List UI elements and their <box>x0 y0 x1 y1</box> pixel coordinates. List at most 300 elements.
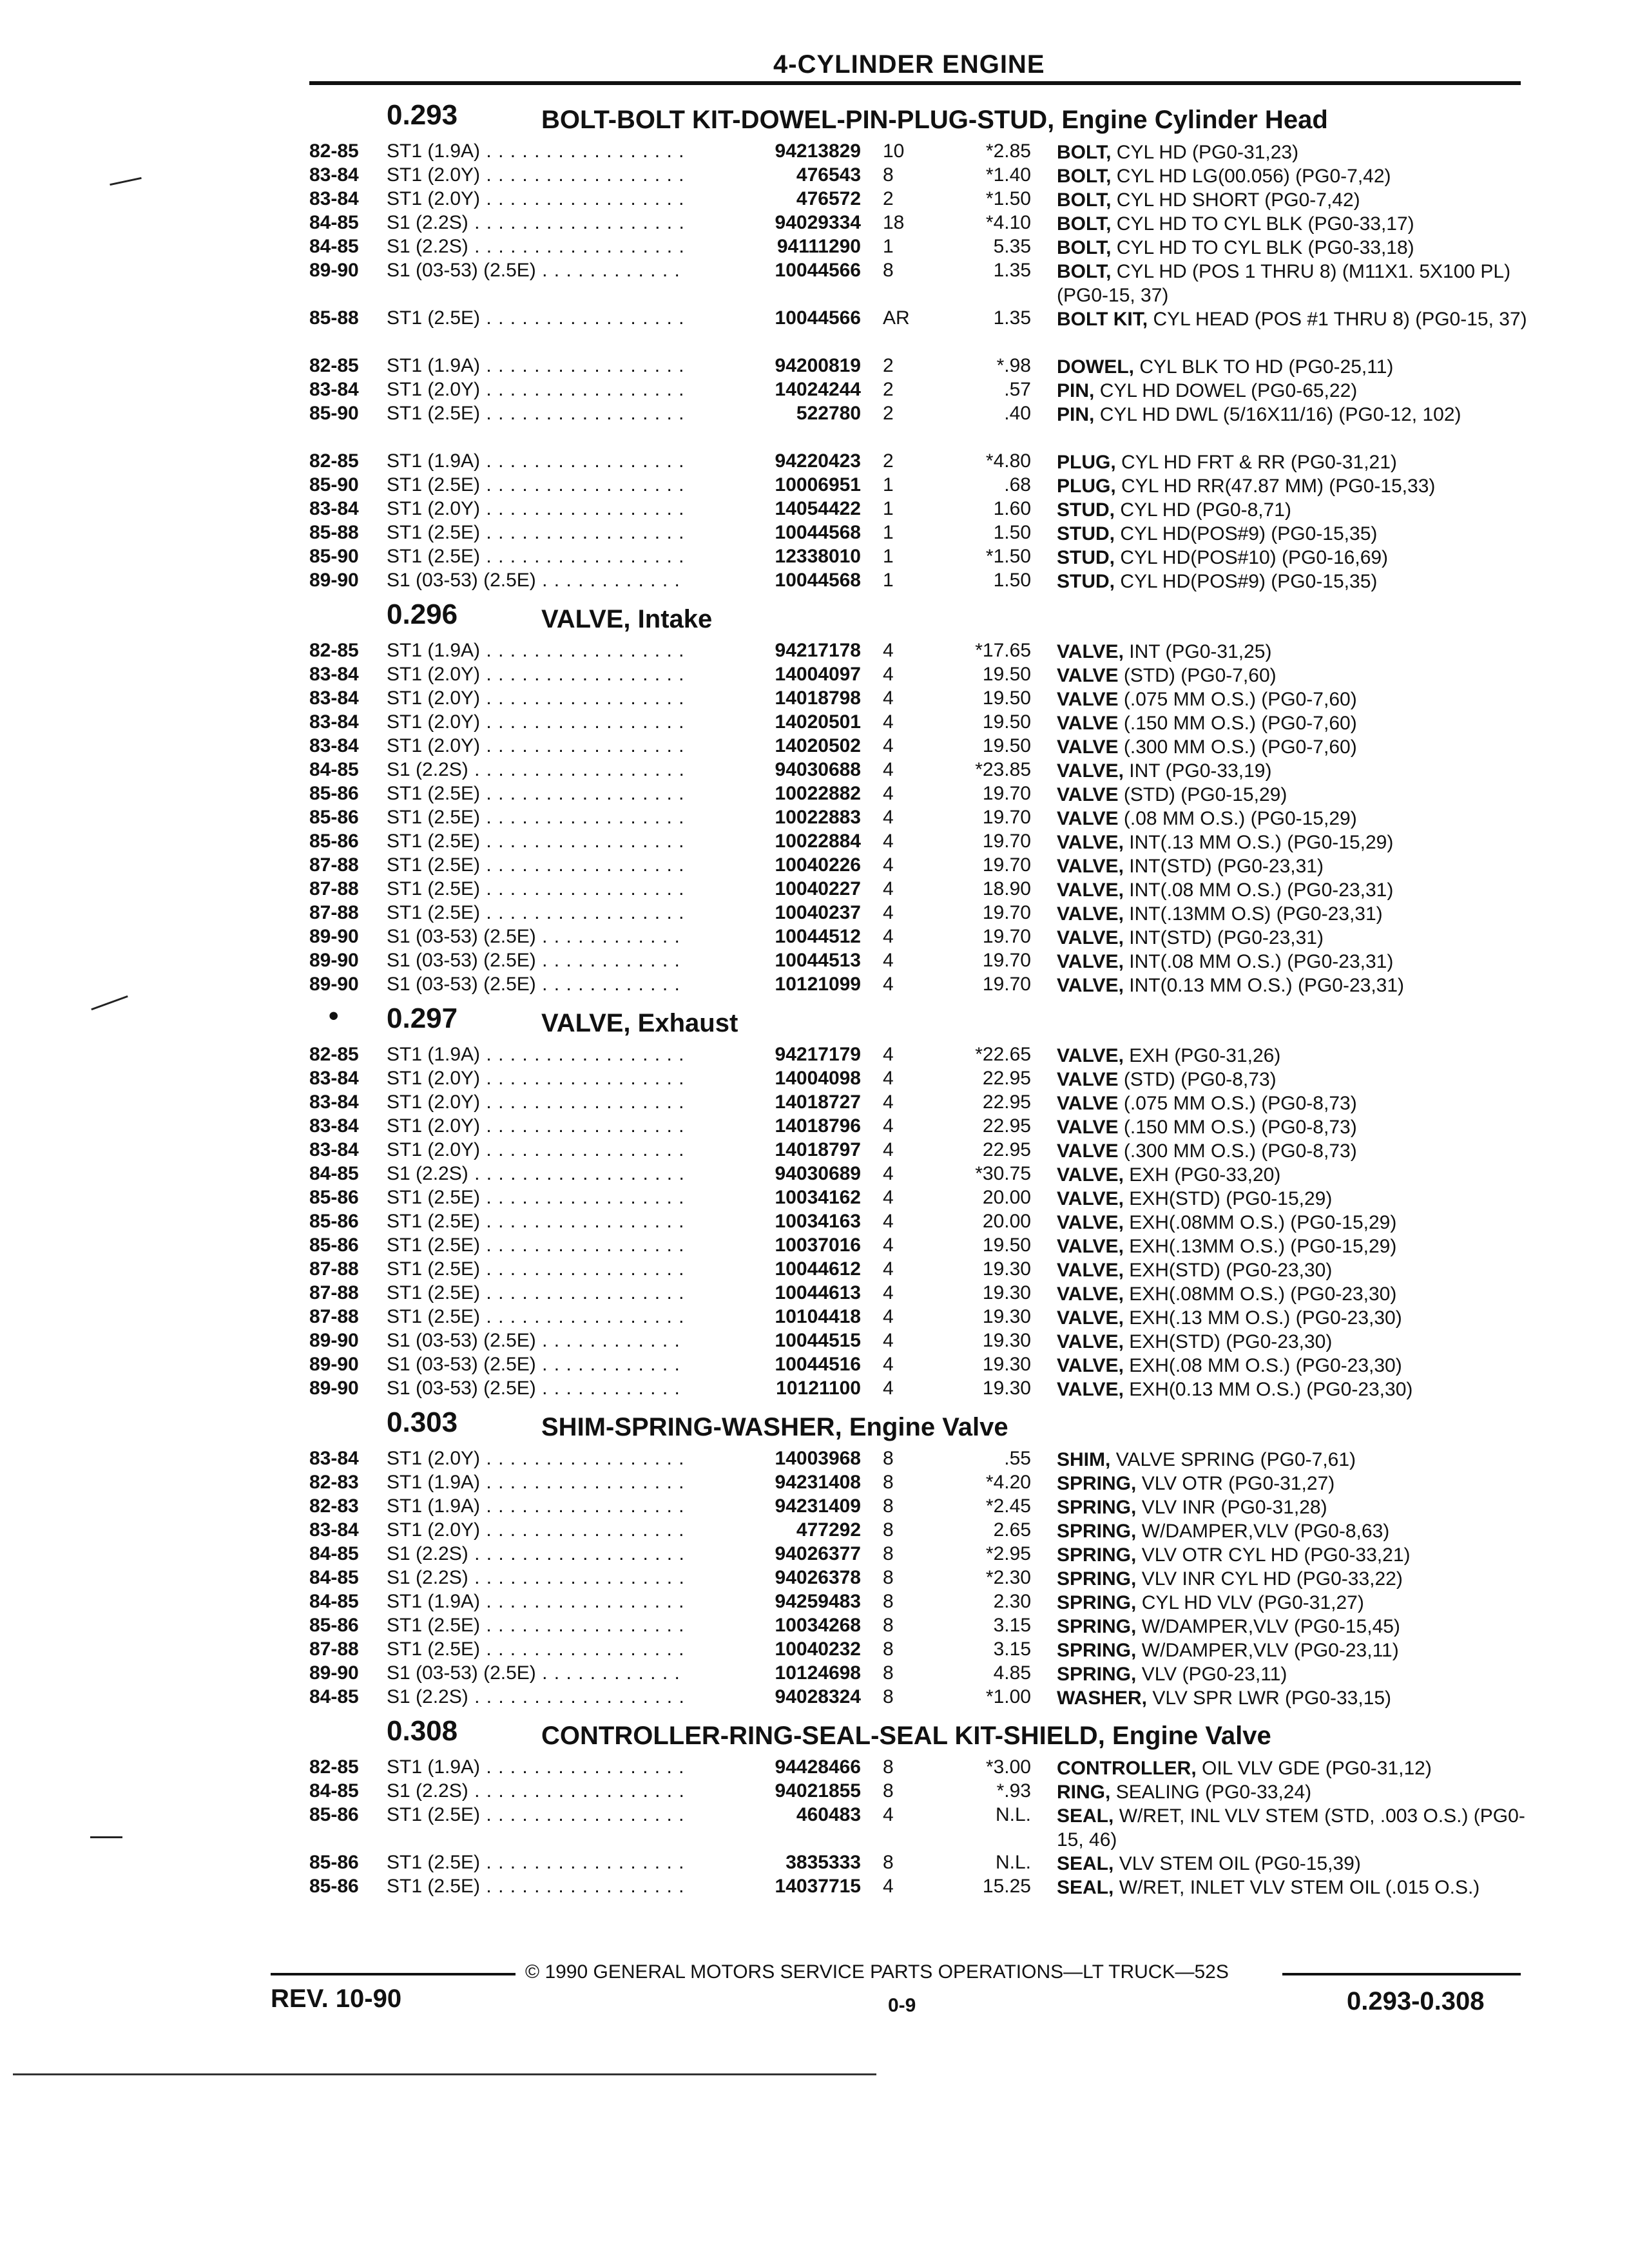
part-description <box>1057 1354 1534 1378</box>
model-years: 85-86 <box>309 831 359 852</box>
quantity: 4 <box>883 1187 894 1208</box>
part-detail: (.075 MM O.S.) (PG0-7,60) <box>1123 689 1357 710</box>
quantity: 10 <box>883 140 905 162</box>
engine-code: S1 (03-53) (2.5E) . . . <box>387 260 709 282</box>
engine-code: S1 (2.2S) . . . <box>387 759 709 781</box>
part-name: PIN, <box>1057 380 1095 401</box>
part-number: 10044612 <box>683 1258 861 1280</box>
catalog-row <box>284 640 1534 664</box>
quantity: 18 <box>883 212 905 233</box>
part-detail: (.150 MM O.S.) (PG0-7,60) <box>1123 713 1357 734</box>
catalog-row <box>284 379 1534 403</box>
quantity: 4 <box>883 926 894 947</box>
catalog-row <box>284 212 1534 236</box>
part-description <box>1057 1378 1534 1401</box>
price: 19.30 <box>982 1282 1031 1303</box>
part-name: VALVE, <box>1057 1236 1124 1257</box>
price: 19.50 <box>982 735 1031 756</box>
part-name: PLUG, <box>1057 452 1116 473</box>
section-title <box>541 1722 1271 1751</box>
part-detail: VLV OTR (PG0-31,27) <box>1141 1473 1335 1494</box>
price: 19.70 <box>982 974 1031 995</box>
model-years: 87-88 <box>309 902 359 923</box>
price: *2.85 <box>985 140 1031 162</box>
price: 19.70 <box>982 807 1031 828</box>
part-name: VALVE, <box>1057 1164 1124 1186</box>
price: *2.30 <box>985 1567 1031 1588</box>
part-detail: INT (PG0-33,19) <box>1129 760 1272 782</box>
price: 2.30 <box>993 1591 1031 1612</box>
quantity: 4 <box>883 783 894 804</box>
margin-mark <box>90 1836 122 1838</box>
part-description <box>1057 759 1534 783</box>
catalog-row <box>284 450 1534 474</box>
engine-code: ST1 (2.5E) . . . <box>387 474 709 496</box>
price: *1.40 <box>985 164 1031 186</box>
quantity: 1 <box>883 546 894 567</box>
catalog-row <box>284 1756 1534 1780</box>
catalog-row <box>284 1139 1534 1163</box>
catalog-row <box>284 1163 1534 1187</box>
catalog-row <box>284 1448 1534 1472</box>
model-years: 83-84 <box>309 687 359 709</box>
part-name: STUD, <box>1057 571 1115 592</box>
price: 19.70 <box>982 831 1031 852</box>
part-number: 14003968 <box>683 1448 861 1470</box>
catalog-row <box>284 831 1534 854</box>
model-years: 83-84 <box>309 188 359 209</box>
part-name: SPRING, <box>1057 1568 1137 1590</box>
footer-rule <box>271 1973 516 1975</box>
engine-code: ST1 (2.5E) . . . <box>387 807 709 829</box>
part-number: 10022882 <box>683 783 861 805</box>
model-years: 85-86 <box>309 807 359 828</box>
part-description <box>1057 379 1534 403</box>
quantity: 8 <box>883 1639 894 1660</box>
price: *3.00 <box>985 1756 1031 1778</box>
part-name: VALVE, <box>1057 1331 1124 1352</box>
catalog-row <box>284 664 1534 687</box>
engine-code: ST1 (2.5E) . . . <box>387 1235 709 1256</box>
price: .68 <box>1004 474 1031 495</box>
section-code: 0.296 <box>387 599 458 630</box>
catalog-row <box>284 260 1534 307</box>
model-years: 83-84 <box>309 735 359 756</box>
quantity: 4 <box>883 807 894 828</box>
quantity: 4 <box>883 1330 894 1351</box>
part-name: VALVE, <box>1057 1379 1124 1400</box>
catalog-row <box>284 1686 1534 1710</box>
part-description <box>1057 1876 1534 1899</box>
model-years: 85-86 <box>309 1187 359 1208</box>
part-name: VALVE, <box>1057 951 1124 972</box>
catalog-row <box>284 1068 1534 1091</box>
part-detail: INT(.08 MM O.S.) (PG0-23,31) <box>1129 951 1394 972</box>
engine-code: ST1 (1.9A) . . . <box>387 1472 709 1494</box>
part-detail: CYL HD(POS#9) (PG0-15,35) <box>1120 571 1378 592</box>
model-years: 83-84 <box>309 1068 359 1089</box>
price: 19.30 <box>982 1354 1031 1375</box>
part-name: VALVE, <box>1057 1212 1124 1233</box>
quantity: 2 <box>883 403 894 424</box>
part-name: VALVE, <box>1057 856 1124 877</box>
engine-code: ST1 (2.0Y) . . . <box>387 379 709 401</box>
part-name: VALVE, <box>1057 975 1124 996</box>
part-description <box>1057 687 1534 711</box>
part-number: 10022883 <box>683 807 861 829</box>
part-detail: CYL HD(POS#9) (PG0-15,35) <box>1120 523 1378 544</box>
section-code: 0.293 <box>387 99 458 131</box>
model-years: 87-88 <box>309 1306 359 1327</box>
part-detail: VALVE SPRING (PG0-7,61) <box>1115 1449 1356 1470</box>
part-number: 10044568 <box>683 570 861 591</box>
part-name: VALVE <box>1057 665 1119 686</box>
part-number: 94029334 <box>683 212 861 234</box>
engine-code: S1 (2.2S) . . . <box>387 1163 709 1185</box>
engine-code: ST1 (2.0Y) . . . <box>387 735 709 757</box>
part-number: 476543 <box>683 164 861 186</box>
engine-code: ST1 (2.0Y) . . . <box>387 664 709 686</box>
section-title-main: VALVE, <box>541 605 631 633</box>
part-number: 94231409 <box>683 1495 861 1517</box>
section-header <box>284 1401 1534 1448</box>
part-detail: (.08 MM O.S.) (PG0-15,29) <box>1123 808 1357 829</box>
part-detail: EXH(STD) (PG0-23,30) <box>1129 1260 1333 1281</box>
price: 19.50 <box>982 687 1031 709</box>
price: .40 <box>1004 403 1031 424</box>
part-description <box>1057 236 1534 260</box>
engine-code: ST1 (1.9A) . . . <box>387 450 709 472</box>
quantity: 4 <box>883 664 894 685</box>
part-number: 94030688 <box>683 759 861 781</box>
model-years: 89-90 <box>309 260 359 281</box>
part-name: RING, <box>1057 1782 1111 1803</box>
part-name: VALVE, <box>1057 927 1124 948</box>
part-name: BOLT KIT, <box>1057 309 1148 330</box>
catalog-row <box>284 1662 1534 1686</box>
price: 19.50 <box>982 1235 1031 1256</box>
part-name: SPRING, <box>1057 1497 1137 1518</box>
price: 19.30 <box>982 1258 1031 1280</box>
quantity: 4 <box>883 1282 894 1303</box>
part-detail: INT(STD) (PG0-23,31) <box>1129 927 1324 948</box>
part-number: 94111290 <box>683 236 861 258</box>
part-detail: CYL HD SHORT (PG0-7,42) <box>1116 189 1360 211</box>
quantity: 4 <box>883 759 894 780</box>
catalog-row <box>284 1211 1534 1235</box>
model-years: 84-85 <box>309 1591 359 1612</box>
engine-code: ST1 (1.9A) . . . <box>387 640 709 662</box>
part-description <box>1057 1139 1534 1163</box>
engine-code: S1 (03-53) (2.5E) . . . <box>387 974 709 995</box>
quantity: 4 <box>883 1378 894 1399</box>
model-years: 83-84 <box>309 379 359 400</box>
part-detail: CYL HD DOWEL (PG0-65,22) <box>1099 380 1358 401</box>
part-description <box>1057 926 1534 950</box>
part-name: BOLT, <box>1057 237 1112 258</box>
part-description <box>1057 188 1534 212</box>
part-name: SPRING, <box>1057 1473 1137 1494</box>
part-detail: W/RET, INLET VLV STEM OIL (.015 O.S.) <box>1119 1877 1480 1898</box>
part-detail: W/DAMPER,VLV (PG0-23,11) <box>1141 1640 1399 1661</box>
quantity: 8 <box>883 1448 894 1469</box>
catalog-row <box>284 926 1534 950</box>
model-years: 84-85 <box>309 1780 359 1802</box>
part-detail: CYL HD VLV (PG0-31,27) <box>1141 1592 1364 1613</box>
model-years: 83-84 <box>309 1448 359 1469</box>
part-number: 10040237 <box>683 902 861 924</box>
part-detail: CYL HD LG(00.056) (PG0-7,42) <box>1116 166 1391 187</box>
part-number: 10034163 <box>683 1211 861 1233</box>
price: *2.95 <box>985 1543 1031 1564</box>
part-detail: VLV SPR LWR (PG0-33,15) <box>1152 1687 1392 1709</box>
part-description <box>1057 307 1534 331</box>
part-description <box>1057 1235 1534 1258</box>
price: *4.20 <box>985 1472 1031 1493</box>
quantity: 4 <box>883 1091 894 1113</box>
catalog-row <box>284 1258 1534 1282</box>
quantity: 2 <box>883 355 894 376</box>
quantity: 8 <box>883 1756 894 1778</box>
price: 3.15 <box>993 1615 1031 1636</box>
part-number: 477292 <box>683 1519 861 1541</box>
part-detail: (STD) (PG0-8,73) <box>1123 1069 1277 1090</box>
engine-code: S1 (03-53) (2.5E) . . . <box>387 570 709 591</box>
part-description <box>1057 1211 1534 1235</box>
part-number: 10044513 <box>683 950 861 972</box>
section-title-qualifier: Engine Valve <box>1112 1722 1271 1750</box>
part-description <box>1057 1662 1534 1686</box>
catalog-row <box>284 164 1534 188</box>
model-years: 87-88 <box>309 1639 359 1660</box>
part-detail: (.150 MM O.S.) (PG0-8,73) <box>1123 1117 1357 1138</box>
section-bullet: • <box>329 1000 339 1032</box>
quantity: 4 <box>883 1804 894 1825</box>
model-years: 85-86 <box>309 1804 359 1825</box>
margin-mark <box>110 177 142 186</box>
model-years: 85-88 <box>309 307 359 329</box>
part-name: VALVE, <box>1057 1283 1124 1305</box>
part-name: VALVE <box>1057 1093 1119 1114</box>
part-number: 10040227 <box>683 878 861 900</box>
part-number: 460483 <box>683 1804 861 1826</box>
price: 2.65 <box>993 1519 1031 1541</box>
catalog-row <box>284 878 1534 902</box>
part-detail: INT(STD) (PG0-23,31) <box>1129 856 1324 877</box>
section-header <box>284 94 1534 140</box>
model-years: 84-85 <box>309 236 359 257</box>
price: *1.50 <box>985 188 1031 209</box>
quantity: 1 <box>883 522 894 543</box>
quantity: 2 <box>883 188 894 209</box>
part-detail: VLV INR (PG0-31,28) <box>1141 1497 1327 1518</box>
engine-code: S1 (03-53) (2.5E) . . . <box>387 926 709 948</box>
part-detail: CYL HD TO CYL BLK (PG0-33,17) <box>1116 213 1414 235</box>
part-name: VALVE, <box>1057 1045 1124 1066</box>
part-name: SEAL, <box>1057 1853 1114 1874</box>
quantity: 8 <box>883 1852 894 1873</box>
section-title <box>541 605 712 634</box>
part-detail: (.300 MM O.S.) (PG0-7,60) <box>1123 736 1357 758</box>
part-description <box>1057 1495 1534 1519</box>
part-number: 10022884 <box>683 831 861 852</box>
engine-code: ST1 (2.5E) . . . <box>387 522 709 544</box>
part-description <box>1057 1330 1534 1354</box>
part-number: 94220423 <box>683 450 861 472</box>
part-name: BOLT, <box>1057 166 1112 187</box>
part-number: 14018727 <box>683 1091 861 1113</box>
part-number: 10104418 <box>683 1306 861 1328</box>
catalog-row <box>284 1378 1534 1401</box>
model-years: 83-84 <box>309 664 359 685</box>
catalog-row <box>284 1235 1534 1258</box>
part-description <box>1057 522 1534 546</box>
part-description <box>1057 1780 1534 1804</box>
quantity: 4 <box>883 1354 894 1375</box>
part-number: 10044512 <box>683 926 861 948</box>
part-name: BOLT, <box>1057 213 1112 235</box>
quantity: 8 <box>883 1662 894 1684</box>
catalog-row <box>284 1187 1534 1211</box>
model-years: 83-84 <box>309 164 359 186</box>
price: 22.95 <box>982 1068 1031 1089</box>
quantity: 8 <box>883 1567 894 1588</box>
price: *1.50 <box>985 546 1031 567</box>
engine-code: ST1 (2.5E) . . . <box>387 546 709 568</box>
price: *17.65 <box>975 640 1031 661</box>
model-years: 85-90 <box>309 546 359 567</box>
engine-code: ST1 (1.9A) . . . <box>387 355 709 377</box>
part-name: DOWEL, <box>1057 356 1134 378</box>
part-name: VALVE <box>1057 736 1119 758</box>
model-years: 82-85 <box>309 140 359 162</box>
catalog-row <box>284 1567 1534 1591</box>
part-description <box>1057 546 1534 570</box>
part-name: VALVE, <box>1057 1355 1124 1376</box>
catalog-row <box>284 687 1534 711</box>
part-name: SPRING, <box>1057 1664 1137 1685</box>
part-name: STUD, <box>1057 499 1115 521</box>
model-years: 82-85 <box>309 450 359 472</box>
model-years: 83-84 <box>309 1139 359 1160</box>
part-name: VALVE, <box>1057 1307 1124 1329</box>
quantity: 4 <box>883 1139 894 1160</box>
part-number: 10044515 <box>683 1330 861 1352</box>
price: 19.70 <box>982 926 1031 947</box>
part-name: SPRING, <box>1057 1544 1137 1566</box>
model-years: 87-88 <box>309 1282 359 1303</box>
part-detail: EXH(.13 MM O.S.) (PG0-23,30) <box>1129 1307 1402 1329</box>
part-description <box>1057 831 1534 854</box>
model-years: 84-85 <box>309 1163 359 1184</box>
model-years: 89-90 <box>309 950 359 971</box>
catalog-row <box>284 1876 1534 1923</box>
price: .55 <box>1004 1448 1031 1469</box>
part-name: VALVE, <box>1057 832 1124 853</box>
part-description <box>1057 1686 1534 1710</box>
price: 19.30 <box>982 1378 1031 1399</box>
engine-code: ST1 (2.5E) . . . <box>387 1804 709 1826</box>
part-description <box>1057 1163 1534 1187</box>
catalog-row <box>284 1495 1534 1519</box>
footer-page-number: 0-9 <box>888 1995 916 2016</box>
part-number: 10044516 <box>683 1354 861 1376</box>
price: 1.35 <box>993 260 1031 281</box>
quantity: 4 <box>883 1306 894 1327</box>
part-detail: EXH (PG0-33,20) <box>1129 1164 1281 1186</box>
part-detail: CYL HD(POS#10) (PG0-16,69) <box>1120 547 1389 568</box>
part-description <box>1057 1591 1534 1615</box>
part-detail: CYL BLK TO HD (PG0-25,11) <box>1139 356 1394 378</box>
catalog-row <box>284 807 1534 831</box>
part-detail: EXH(.08MM O.S.) (PG0-23,30) <box>1129 1283 1397 1305</box>
part-name: SPRING, <box>1057 1616 1137 1637</box>
catalog-row <box>284 403 1534 450</box>
catalog-row <box>284 902 1534 926</box>
part-description <box>1057 164 1534 188</box>
catalog-row <box>284 783 1534 807</box>
part-detail: CYL HD DWL (5/16X11/16) (PG0-12, 102) <box>1099 404 1461 425</box>
part-name: SHIM, <box>1057 1449 1111 1470</box>
part-description <box>1057 498 1534 522</box>
quantity: 1 <box>883 474 894 495</box>
catalog-row <box>284 1330 1534 1354</box>
part-description <box>1057 640 1534 664</box>
part-number: 94231408 <box>683 1472 861 1494</box>
quantity: 2 <box>883 379 894 400</box>
part-number: 94026378 <box>683 1567 861 1589</box>
price: 19.50 <box>982 664 1031 685</box>
catalog-row <box>284 498 1534 522</box>
engine-code: ST1 (2.5E) . . . <box>387 831 709 852</box>
quantity: 4 <box>883 831 894 852</box>
model-years: 89-90 <box>309 1354 359 1375</box>
part-detail: INT(.08 MM O.S.) (PG0-23,31) <box>1129 879 1394 901</box>
part-number: 10037016 <box>683 1235 861 1256</box>
quantity: 4 <box>883 711 894 733</box>
quantity: 8 <box>883 1780 894 1802</box>
section-title-main: BOLT-BOLT KIT-DOWEL-PIN-PLUG-STUD, <box>541 106 1055 134</box>
part-number: 10040232 <box>683 1639 861 1660</box>
model-years: 85-90 <box>309 474 359 495</box>
part-number: 10006951 <box>683 474 861 496</box>
quantity: 2 <box>883 450 894 472</box>
part-name: VALVE <box>1057 713 1119 734</box>
margin-mark <box>91 995 128 1010</box>
part-name: STUD, <box>1057 547 1115 568</box>
part-name: SPRING, <box>1057 1521 1137 1542</box>
part-number: 14004098 <box>683 1068 861 1090</box>
part-description <box>1057 260 1534 307</box>
quantity: AR <box>883 307 910 329</box>
engine-code: S1 (2.2S) . . . <box>387 1543 709 1565</box>
model-years: 82-85 <box>309 355 359 376</box>
catalog-row <box>284 1306 1534 1330</box>
quantity: 8 <box>883 260 894 281</box>
model-years: 85-86 <box>309 1615 359 1636</box>
part-description <box>1057 1543 1534 1567</box>
part-description <box>1057 1804 1534 1852</box>
catalog-row <box>284 1354 1534 1378</box>
catalog-row <box>284 1615 1534 1639</box>
model-years: 89-90 <box>309 1378 359 1399</box>
bottom-rule <box>13 2073 876 2075</box>
part-description <box>1057 1615 1534 1639</box>
catalog-row <box>284 1780 1534 1804</box>
price: 20.00 <box>982 1211 1031 1232</box>
section-title-main: CONTROLLER-RING-SEAL-SEAL KIT-SHIELD, <box>541 1722 1105 1750</box>
part-description <box>1057 1448 1534 1472</box>
